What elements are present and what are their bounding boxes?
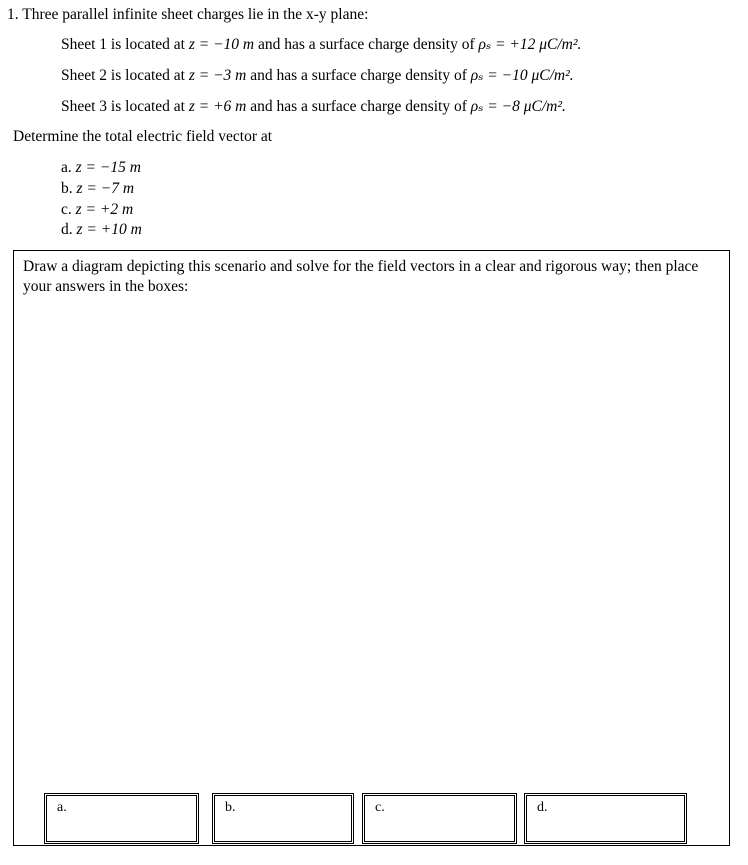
sheet-3-prefix: Sheet 3 is located at bbox=[61, 98, 185, 115]
problem-heading: 1. Three parallel infinite sheet charges lie in the x-y plane: bbox=[7, 6, 369, 23]
work-area[interactable] bbox=[13, 250, 730, 846]
point-b-value: z = −7 m bbox=[76, 180, 135, 197]
point-b bbox=[61, 179, 134, 199]
sheet-1-middle: and has a surface charge density of bbox=[258, 36, 475, 53]
answer-box-a-label: a. bbox=[57, 800, 67, 815]
sheet-3-line bbox=[61, 97, 566, 117]
answer-box-c[interactable] bbox=[362, 793, 517, 844]
point-a bbox=[61, 158, 141, 178]
sheet-1-position: z = −10 m bbox=[188, 36, 255, 53]
sheet-2-line bbox=[61, 66, 574, 86]
point-b-label: b. bbox=[61, 180, 73, 197]
point-d bbox=[61, 220, 142, 240]
work-instructions: Draw a diagram depicting this scenario and solve for the field vectors in a clear and rigorous way; then place your answers in the boxes: bbox=[23, 258, 699, 295]
sheet-2-prefix: Sheet 2 is located at bbox=[61, 67, 185, 84]
sheet-3-density: ρₛ = −8 μC/m². bbox=[470, 98, 566, 115]
answer-box-a[interactable] bbox=[44, 793, 199, 844]
point-c-value: z = +2 m bbox=[75, 201, 134, 218]
sheet-2-middle: and has a surface charge density of bbox=[250, 67, 467, 84]
point-d-label: d. bbox=[61, 221, 73, 238]
sheet-1-prefix: Sheet 1 is located at bbox=[61, 36, 185, 53]
answer-box-d[interactable] bbox=[524, 793, 687, 844]
sheet-3-position: z = +6 m bbox=[188, 98, 247, 115]
determine-text: Determine the total electric field vector at bbox=[13, 128, 273, 145]
sheet-2-position: z = −3 m bbox=[188, 67, 247, 84]
point-c-label: c. bbox=[61, 201, 72, 218]
answer-box-c-label: c. bbox=[375, 800, 385, 815]
sheet-1-density: ρₛ = +12 μC/m². bbox=[478, 36, 582, 53]
point-a-label: a. bbox=[61, 159, 72, 176]
sheet-2-density: ρₛ = −10 μC/m². bbox=[470, 67, 574, 84]
sheet-1-line bbox=[61, 35, 581, 55]
point-a-value: z = −15 m bbox=[75, 159, 141, 176]
answer-box-b-label: b. bbox=[225, 800, 236, 815]
sheet-3-middle: and has a surface charge density of bbox=[250, 98, 467, 115]
answer-box-b[interactable] bbox=[212, 793, 354, 844]
point-c bbox=[61, 200, 133, 220]
answer-box-d-label: d. bbox=[537, 800, 548, 815]
point-d-value: z = +10 m bbox=[76, 221, 142, 238]
